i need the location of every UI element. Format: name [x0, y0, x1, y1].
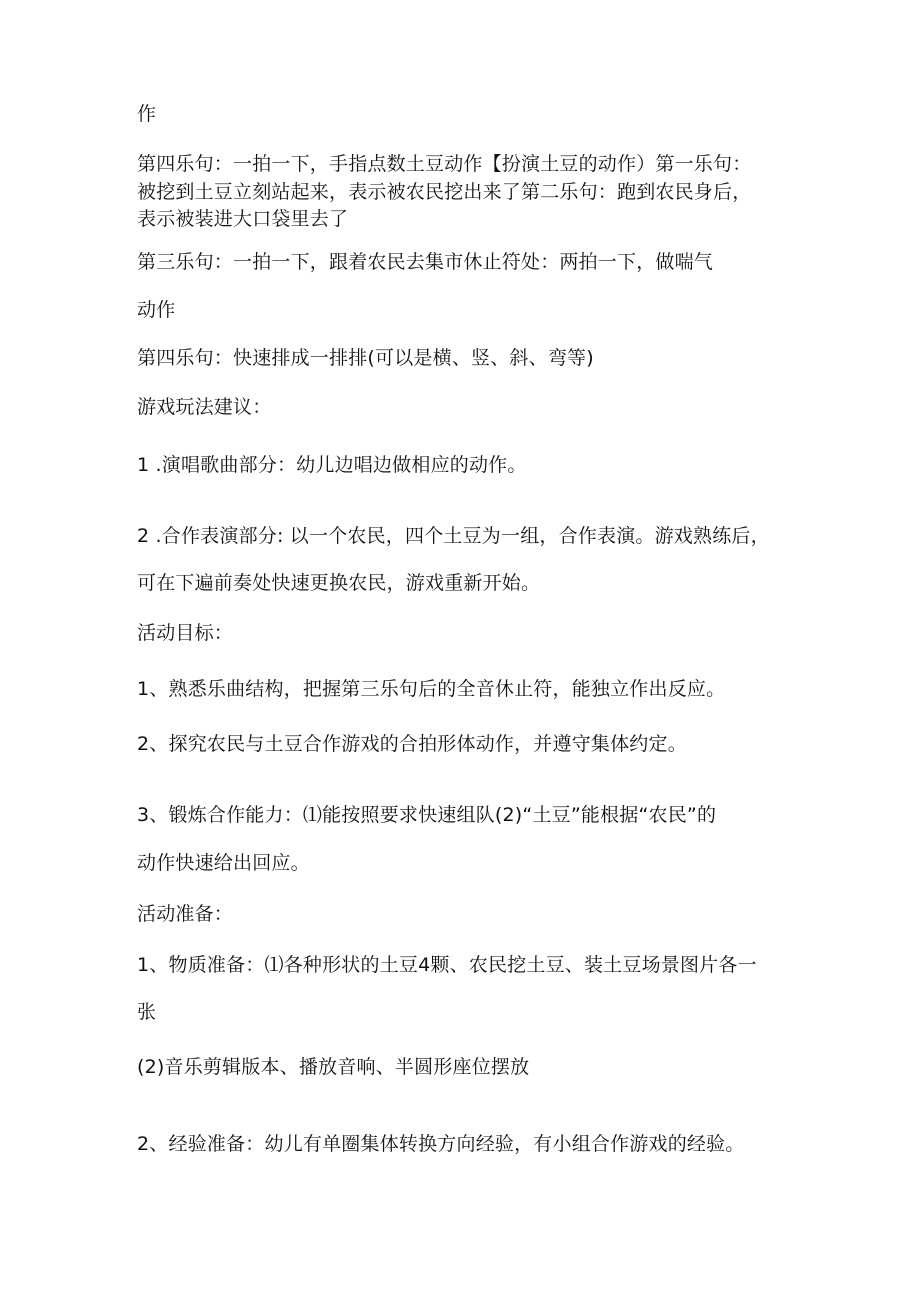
- text-line-goal-2: 2、探究农民与土豆合作游戏的合拍形体动作，并遵守集体约定。: [137, 733, 687, 755]
- text-line-suggestion-2-cont: 可在下遍前奏处快速更换农民，游戏重新开始。: [137, 572, 541, 594]
- heading-activity-preparation: 活动准备：: [137, 903, 234, 925]
- text-line-phrase4-a: 第四乐句：一拍一下，手指点数土豆动作【扮演土豆的动作）第一乐句：: [137, 153, 752, 175]
- text-line-continuation: 作: [137, 103, 157, 125]
- text-line-phrase4-b: 被挖到土豆立刻站起来，表示被农民挖出来了第二乐句：跑到农民身后，: [137, 181, 752, 203]
- text-line-prep-1-cont: 张: [137, 1001, 157, 1023]
- text-line-phrase3: 第三乐句：一拍一下，跟着农民去集市休止符处：两拍一下，做喘气: [137, 251, 714, 273]
- text-line-goal-1: 1、熟悉乐曲结构，把握第三乐句后的全音休止符，能独立作出反应。: [137, 678, 726, 700]
- text-line-prep-2: 2、经验准备：幼儿有单圈集体转换方向经验，有小组合作游戏的经验。: [137, 1133, 745, 1155]
- text-line-phrase4-c: 表示被装进大口袋里去了: [137, 208, 349, 230]
- text-line-prep-1: 1、物质准备：⑴各种形状的土豆4颗、农民挖土豆、装土豆场景图片各一: [137, 954, 757, 976]
- text-line-goal-3-cont: 动作快速给出回应。: [137, 852, 310, 874]
- text-line-phrase4-line: 第四乐句：快速排成一排排(可以是横、竖、斜、弯等): [137, 347, 594, 369]
- text-line-suggestion-1: 1 .演唱歌曲部分：幼儿边唱边做相应的动作。: [137, 454, 527, 476]
- text-line-phrase3-cont: 动作: [137, 299, 176, 321]
- heading-game-suggestions: 游戏玩法建议：: [137, 396, 272, 418]
- text-line-goal-3: 3、锻炼合作能力：⑴能按照要求快速组队(2)“土豆”能根据“农民”的: [137, 804, 717, 826]
- heading-activity-goals: 活动目标：: [137, 622, 234, 644]
- text-line-prep-1-sub2: (2)音乐剪辑版本、播放音响、半圆形座位摆放: [137, 1056, 530, 1078]
- text-line-suggestion-2: 2 .合作表演部分: 以一个农民，四个土豆为一组，合作表演。游戏熟练后，: [137, 525, 770, 547]
